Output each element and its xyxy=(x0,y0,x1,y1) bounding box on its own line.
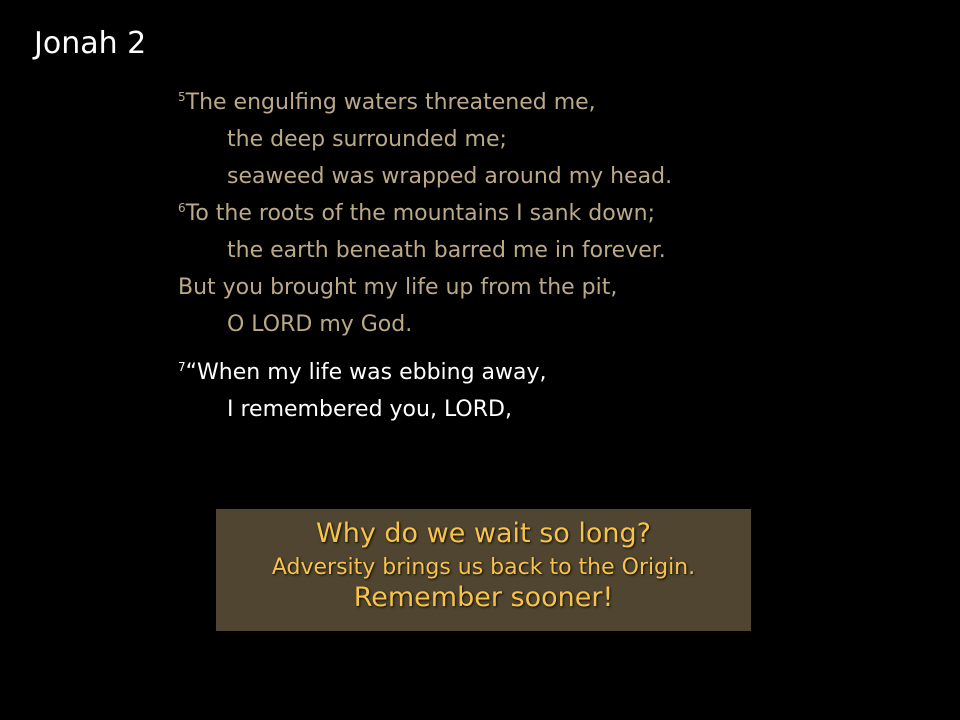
passage-line xyxy=(178,121,672,158)
verse-number: 5 xyxy=(178,90,186,104)
passage-line-text: “When my life was ebbing away, xyxy=(185,360,547,385)
passage-line-text: To the roots of the mountains I sank down; xyxy=(185,201,656,226)
callout-question: Why do we wait so long? xyxy=(316,518,651,549)
passage-line-text: the earth beneath barred me in forever. xyxy=(227,238,666,263)
passage-line xyxy=(178,232,672,269)
passage-line xyxy=(178,195,672,232)
scripture-passage xyxy=(178,84,672,428)
passage-line-text: I remembered you, LORD, xyxy=(227,397,512,422)
callout-statement: Adversity brings us back to the Origin. xyxy=(271,555,696,580)
passage-line-text: The engulfing waters threatened me, xyxy=(185,90,596,115)
verse-number: 6 xyxy=(178,201,186,215)
passage-line-text: O LORD my God. xyxy=(227,312,413,337)
passage-line xyxy=(178,391,672,428)
passage-line xyxy=(178,84,672,121)
callout-remember: Remember sooner! xyxy=(353,582,614,613)
passage-line xyxy=(178,306,672,343)
passage-line xyxy=(178,269,672,306)
passage-line-text: seaweed was wrapped around my head. xyxy=(227,164,673,189)
callout-box xyxy=(216,509,751,631)
passage-line xyxy=(178,158,672,195)
passage-line-text: But you brought my life up from the pit, xyxy=(178,275,618,300)
passage-line-text: the deep surrounded me; xyxy=(227,127,507,152)
passage-line xyxy=(178,354,672,391)
slide-title: Jonah 2 xyxy=(34,26,147,61)
verse-number: 7 xyxy=(178,360,186,374)
